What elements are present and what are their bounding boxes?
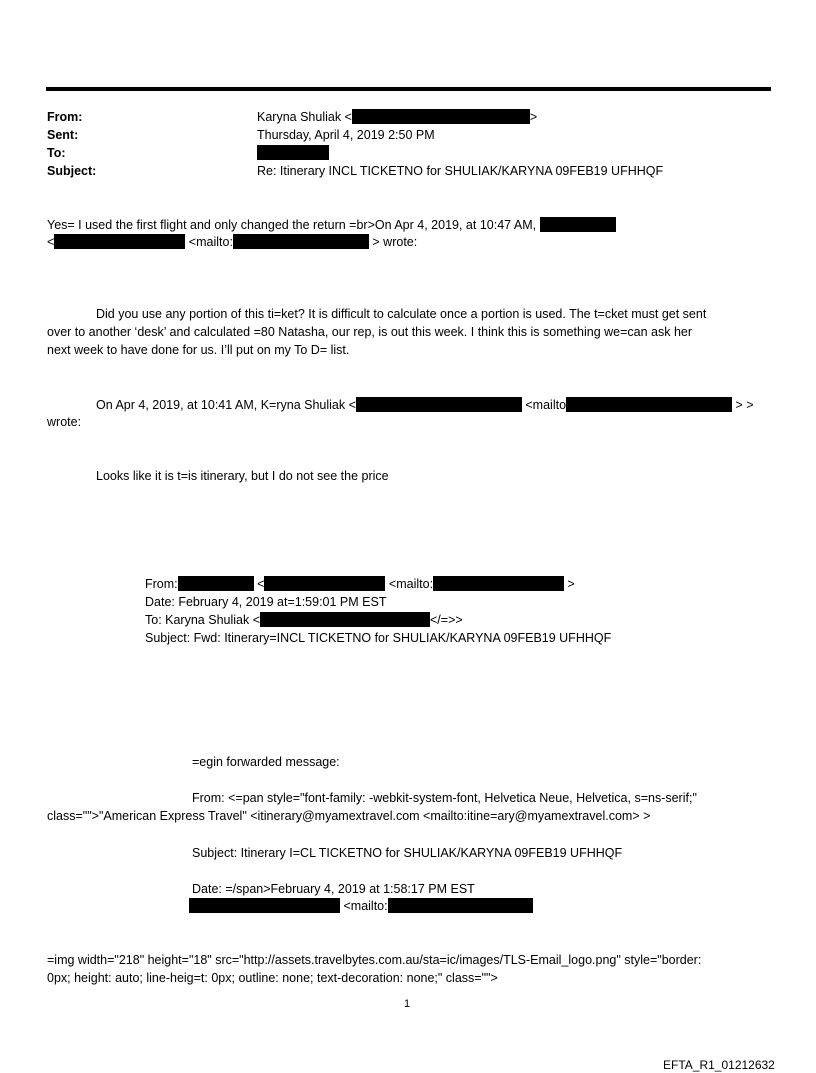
subject-label: Subject: — [47, 164, 97, 178]
img-tag-line-2: 0px; height: auto; line-heig=t: 0px; outline: none; text-decoration: none;" class=""> — [47, 971, 498, 985]
fw-to-text: To: Karyna Shuliak < — [145, 613, 260, 627]
mailto-text: <mailto: — [188, 235, 233, 249]
begin-forwarded: =egin forwarded message: — [192, 755, 340, 769]
redaction — [54, 234, 185, 249]
subject-value: Re: Itinerary INCL TICKETNO for SHULIAK/KARYNA 09FEB19 UFHHQF — [257, 164, 664, 178]
header-rule — [46, 87, 771, 91]
redaction — [178, 576, 254, 591]
redaction — [388, 898, 533, 913]
quote-line-1 — [96, 397, 754, 413]
redaction — [260, 612, 430, 627]
quote-text: On Apr 4, 2019, at 10:41 AM, K=ryna Shuliak < — [96, 398, 356, 412]
amex-from-line-2: class="">"American Express Travel" <itinerary@myamextravel.com <mailto:itine=ary@myamextravel.com> > — [47, 809, 651, 823]
page-number: 1 — [404, 998, 411, 1010]
para-1-line-3: next week to have done for us. I’ll put on my To D= list. — [47, 343, 350, 357]
amex-subject-line: Subject: Itinerary I=CL TICKETNO for SHULIAK/KARYNA 09FEB19 UFHHQF — [192, 846, 623, 860]
quote-line-2: wrote: — [47, 415, 82, 429]
gt-signs: > > — [735, 398, 754, 412]
amex-to-line — [189, 898, 533, 914]
para-1-line-1: Did you use any portion of this ti=ket? It is difficult to calculate once a portion is used. The t=cket must get sent — [96, 307, 707, 321]
redaction — [356, 397, 522, 412]
from-value — [257, 109, 537, 125]
reply-line-2 — [47, 234, 417, 250]
amex-date-line: Date: =/span>February 4, 2019 at 1:58:17 PM EST — [192, 882, 475, 896]
fw-date-line: Date: February 4, 2019 at=1:59:01 PM EST — [145, 595, 387, 609]
redaction — [257, 145, 329, 160]
mailto-text: <mailto — [525, 398, 567, 412]
sent-value: Thursday, April 4, 2019 2:50 PM — [257, 128, 435, 142]
mailto-text: <mailto: — [388, 577, 434, 591]
from-close: > — [529, 110, 538, 124]
to-value — [257, 145, 329, 161]
lt-sign: < — [257, 577, 265, 591]
redaction — [352, 109, 530, 124]
redaction — [189, 898, 340, 913]
redaction — [540, 217, 616, 232]
reply-text: Yes= I used the first flight and only changed the return =br>On Apr 4, 2019, at 10:47 AM, — [47, 218, 537, 232]
fw-from-line — [145, 576, 575, 592]
redaction — [433, 576, 564, 591]
from-name: Karyna Shuliak < — [257, 110, 352, 124]
amex-from-line-1: From: <=pan style="font-family: -webkit-system-font, Helvetica Neue, Helvetica, s=ns-serif;" — [192, 791, 697, 805]
redaction — [566, 397, 732, 412]
fw-to-line — [145, 612, 463, 628]
reply-line-1 — [47, 217, 616, 233]
looks-line: Looks like it is t=is itinerary, but I do not see the price — [96, 469, 389, 483]
fw-subject-line: Subject: Fwd: Itinerary=INCL TICKETNO for SHULIAK/KARYNA 09FEB19 UFHHQF — [145, 631, 612, 645]
from-label: From: — [47, 110, 83, 124]
to-label: To: — [47, 146, 66, 160]
wrote-text: > wrote: — [372, 235, 418, 249]
document-id: EFTA_R1_01212632 — [663, 1058, 775, 1072]
img-tag-line-1: =img width="218" height="18" src="http://assets.travelbytes.com.au/sta=ic/images/TLS-Email_logo.png" style="border: — [47, 953, 702, 967]
fw-from-label: From: — [145, 577, 178, 591]
redaction — [233, 234, 369, 249]
gt-sign: > — [567, 577, 575, 591]
para-1-line-2: over to another ‘desk’ and calculated =80 Natasha, our rep, is out this week. I think this is something we=can ask her — [47, 325, 693, 339]
fw-to-end: </=>> — [430, 613, 463, 627]
redaction — [264, 576, 385, 591]
mailto-text: <mailto: — [343, 899, 388, 913]
sent-label: Sent: — [47, 128, 79, 142]
lt-sign: < — [47, 235, 55, 249]
